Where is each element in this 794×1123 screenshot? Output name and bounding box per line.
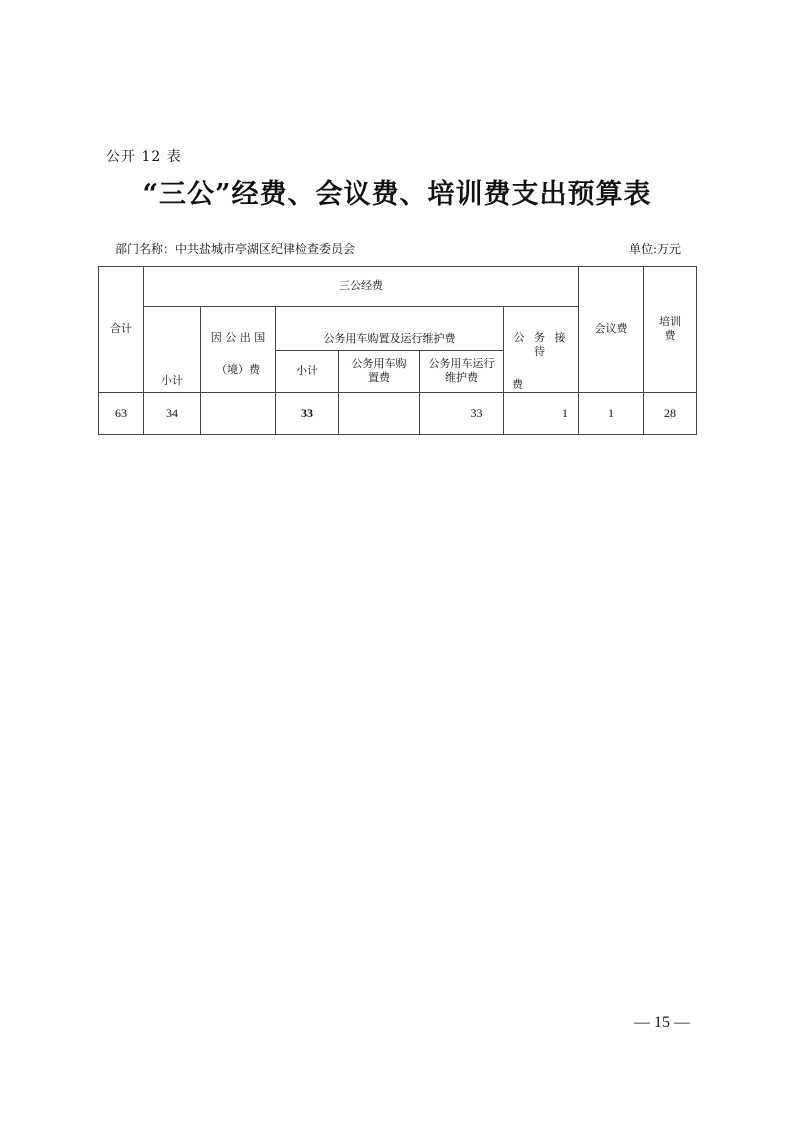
budget-table [98,266,697,435]
header-meeting: 会议费 [579,267,644,393]
header-san-gong: 三公经费 [144,267,579,307]
document-code: 公开 12 表 [106,149,182,165]
header-vehicle-operation: 公务用车运行维护费 [420,351,504,393]
department-name: 部门名称：中共盐城市亭湖区纪律检查委员会 [115,242,356,256]
cell-overseas [201,392,276,434]
header-reception-line1: 公 务 接 待 [513,331,569,359]
cell-total: 63 [99,392,144,434]
cell-vehicle-purchase [339,392,420,434]
header-reception [504,307,579,393]
header-vehicle-subtotal: 小计 [276,351,339,393]
cell-vehicle-subtotal: 33 [276,392,339,434]
header-vehicle-group: 公务用车购置及运行维护费 [276,307,504,351]
header-overseas [201,307,276,393]
header-training [644,267,697,393]
unit-label: 单位:万元 [628,242,681,256]
cell-training: 28 [644,392,697,434]
header-reception-line2: 费 [512,377,523,391]
header-vehicle-purchase: 公务用车购置费 [339,351,420,393]
cell-vehicle-operation: 33 [420,392,504,434]
header-overseas-line1: 因 公 出 国 [210,331,266,344]
header-training-label: 培训费 [659,315,681,343]
page-number: — 15 — [634,1014,690,1031]
cell-subtotal: 34 [144,392,201,434]
header-subtotal: 小计 [144,307,201,393]
cell-reception: 1 [504,392,579,434]
header-overseas-line2: （境）费 [216,363,260,377]
page-title: “三公”经费、会议费、培训费支出预算表 [142,179,652,210]
cell-meeting: 1 [579,392,644,434]
header-total: 合计 [99,267,144,393]
